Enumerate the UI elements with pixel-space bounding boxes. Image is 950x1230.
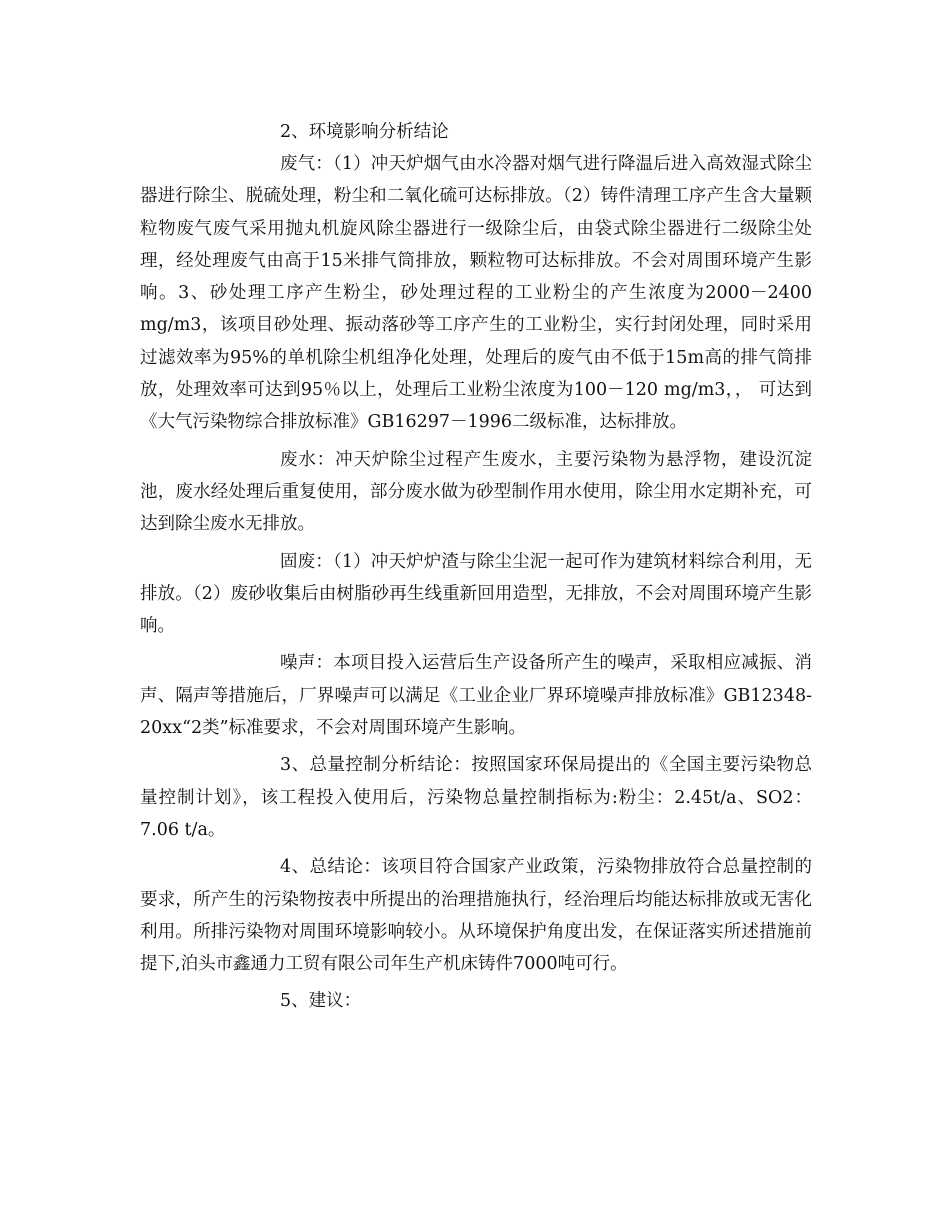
paragraph-total-control: 3、总量控制分析结论：按照国家环保局提出的《全国主要污染物总量控制计划》，该工程投入使用后，污染物总量控制指标为:粉尘：2.45t/a、SO2：7.06 t/a。 xyxy=(140,755,812,840)
section-heading-environmental-analysis: 2、环境影响分析结论 xyxy=(280,122,449,142)
paragraph-waste-water: 废水：冲天炉除尘过程产生废水，主要污染物为悬浮物，建设沉淀池，废水经处理后重复使用，部分废水做为砂型制作用水使用，除尘用水定期补充，可达到除尘废水无排放。 xyxy=(140,449,812,535)
paragraph-noise: 噪声：本项目投入运营后生产设备所产生的噪声，采取相应减振、消声、隔声等措施后，厂界噪声可以满足《工业企业厂界环境噪声排放标准》GB12348-20xx“2类”标准要求，不会对周围环境产生影响。 xyxy=(140,653,812,739)
section-heading-suggestions: 5、建议： xyxy=(280,991,362,1012)
paragraph-waste-gas: 废气：（1）冲天炉烟气由水冷器对烟气进行降温后进入高效湿式除尘器进行除尘、脱硫处理，粉尘和二氧化硫可达标排放。（2）铸件清理工序产生含大量颗粒物废气废气采用抛丸机旋风除尘器进行一级除尘后，由袋式除尘器进行二级除尘处理，经处理废气由高于15米排气筒排放，颗粒物可达标排放。不会对周围环境产生影响。3、砂处理工序产生粉尘，砂处理过程的工业粉尘的产生浓度为2000－2400 mg/m3，该项目砂处理、振动落砂等工序产生的工业粉尘，实行封闭处理，同时采用过滤效率为95%的单机除尘机组净化处理，处理后的废气由不低于15m高的排气筒排放，处理效率可达到95％以上，处理后工业粉尘浓度为100－120 mg/m3，， 可达到《大气污染物综合排放标准》GB16297－1996二级标准，达标排放。 xyxy=(140,154,812,433)
document-body xyxy=(140,148,812,1018)
paragraph-conclusion: 4、总结论：该项目符合国家产业政策，污染物排放符合总量控制的要求，所产生的污染物按表中所提出的治理措施执行，经治理后均能达标排放或无害化利用。所排污染物对周围环境影响较小。从环境保护角度出发，在保证落实所述措施前提下,泊头市鑫通力工贸有限公司年生产机床铸件7000吨可行。 xyxy=(140,857,812,975)
paragraph-solid-waste: 固废：（1）冲天炉炉渣与除尘尘泥一起可作为建筑材料综合利用，无排放。（2）废砂收集后由树脂砂再生线重新回用造型，无排放，不会对周围环境产生影响。 xyxy=(140,551,812,637)
